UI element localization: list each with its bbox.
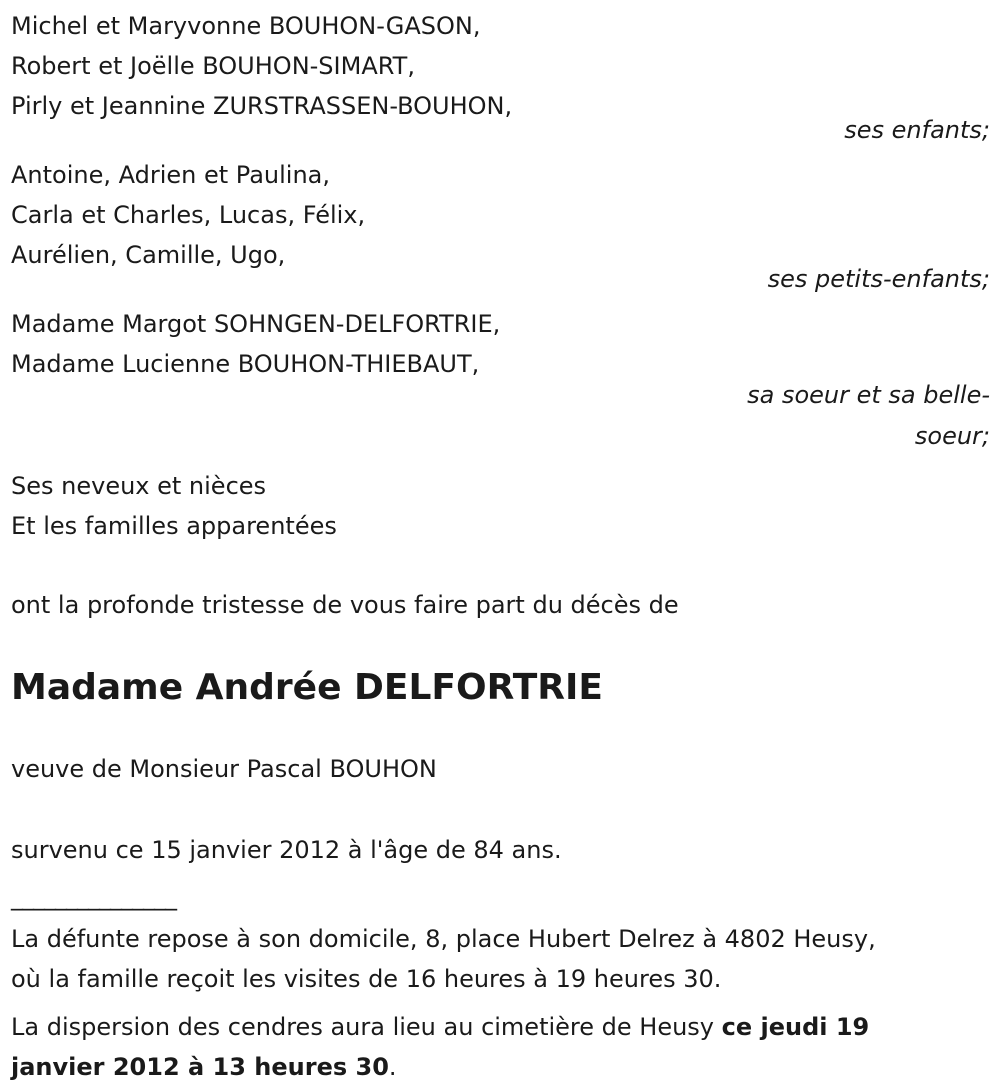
grandchild-line: Aurélien, Camille, Ugo,: [11, 241, 286, 269]
separator-line: _______________: [11, 883, 176, 911]
grandchildren-role: ses petits-enfants;: [767, 265, 990, 293]
grandchild-line: Antoine, Adrien et Paulina,: [11, 161, 330, 189]
ceremony-paragraph: [11, 1007, 990, 1087]
relatives-line: Et les familles apparentées: [11, 512, 337, 540]
death-info-text: survenu ce 15 janvier 2012 à l'âge de 84 ans.: [11, 836, 562, 864]
children-role: ses enfants;: [844, 116, 990, 144]
grandchild-line: Carla et Charles, Lucas, Félix,: [11, 201, 366, 229]
sister-line: Madame Margot SOHNGEN-DELFORTRIE,: [11, 310, 501, 338]
sisters-role-line2: soeur;: [914, 422, 990, 450]
announcement-text: ont la profonde tristesse de vous faire part du décès de: [11, 591, 679, 619]
sisters-section: [11, 304, 990, 456]
others-section: [11, 466, 990, 546]
child-line: Pirly et Jeannine ZURSTRASSEN-BOUHON,: [11, 92, 513, 120]
visitation-line: où la famille reçoit les visites de 16 heures à 19 heures 30.: [11, 965, 722, 993]
sisters-role-line1: sa soeur et sa belle-: [747, 381, 990, 409]
grandchildren-section: [11, 155, 990, 295]
relatives-line: Ses neveux et nièces: [11, 472, 267, 500]
announcement: [11, 585, 990, 625]
widow-of-text: veuve de Monsieur Pascal BOUHON: [11, 755, 437, 783]
ceremony-text: La dispersion des cendres aura lieu au cimetière de Heusy: [11, 1013, 722, 1041]
sister-line: Madame Lucienne BOUHON-THIEBAUT,: [11, 350, 480, 378]
ceremony-info: [11, 1007, 990, 1087]
death-info: [11, 830, 990, 870]
visitation-info: [11, 919, 990, 999]
widow-of: [11, 749, 990, 789]
child-line: Michel et Maryvonne BOUHON-GASON,: [11, 12, 481, 40]
children-section: [11, 0, 990, 146]
child-line: Robert et Joëlle BOUHON-SIMART,: [11, 52, 415, 80]
deceased-name: Madame Andrée DELFORTRIE: [11, 667, 603, 708]
ceremony-date: ce jeudi 19 janvier 2012 à 13 heures 30: [11, 1013, 870, 1081]
ceremony-end: .: [388, 1053, 397, 1081]
visitation-line: La défunte repose à son domicile, 8, place Hubert Delrez à 4802 Heusy,: [11, 925, 876, 953]
